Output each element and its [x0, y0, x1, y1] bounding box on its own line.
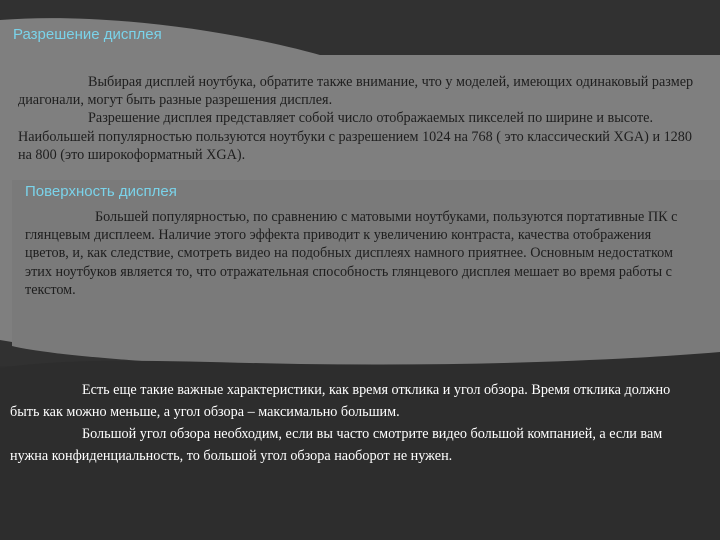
section2-paragraph: Большей популярностью, по сравнению с матовыми ноутбуками, пользуются портативные ПК с глянцевым дисплеем. Наличие этого эффекта приводит к увеличению контраста, качества отображения цветов, и, как следствие, смотреть видео на подобных дисплеях намного приятнее. Основным недостатком этих ноутбуков является то, что отражательная способность глянцевого дисплея мешает во время работы с текстом.: [25, 209, 678, 298]
section1-paragraph1: Выбирая дисплей ноутбука, обратите также внимание, что у моделей, имеющих одинаковый размер диагонали, могут быть разные разрешения дисплея.: [18, 74, 694, 109]
section1-body: [18, 73, 708, 164]
section3-paragraph2: Большой угол обзора необходим, если вы часто смотрите видео большой компанией, а если вам нужна конфиденциальность, то большой угол обзора наоборот не нужен.: [10, 426, 663, 464]
section3-paragraph1: Есть еще такие важные характеристики, как время отклика и угол обзора. Время отклика должно быть как можно меньше, а угол обзора – максимально большим.: [10, 382, 671, 420]
section2-heading: Поверхность дисплея: [25, 183, 177, 200]
section3-body: [10, 379, 700, 467]
section2-body: [25, 208, 697, 299]
section1-paragraph2: Разрешение дисплея представляет собой число отображаемых пикселей по ширине и высоте. Наибольшей популярностью пользуются ноутбуки с разрешением 1024 на 768 ( это классический XGA) и 1280 на 800 (это широкоформатный XGA).: [18, 110, 692, 163]
section1-heading: Разрешение дисплея: [13, 26, 162, 43]
